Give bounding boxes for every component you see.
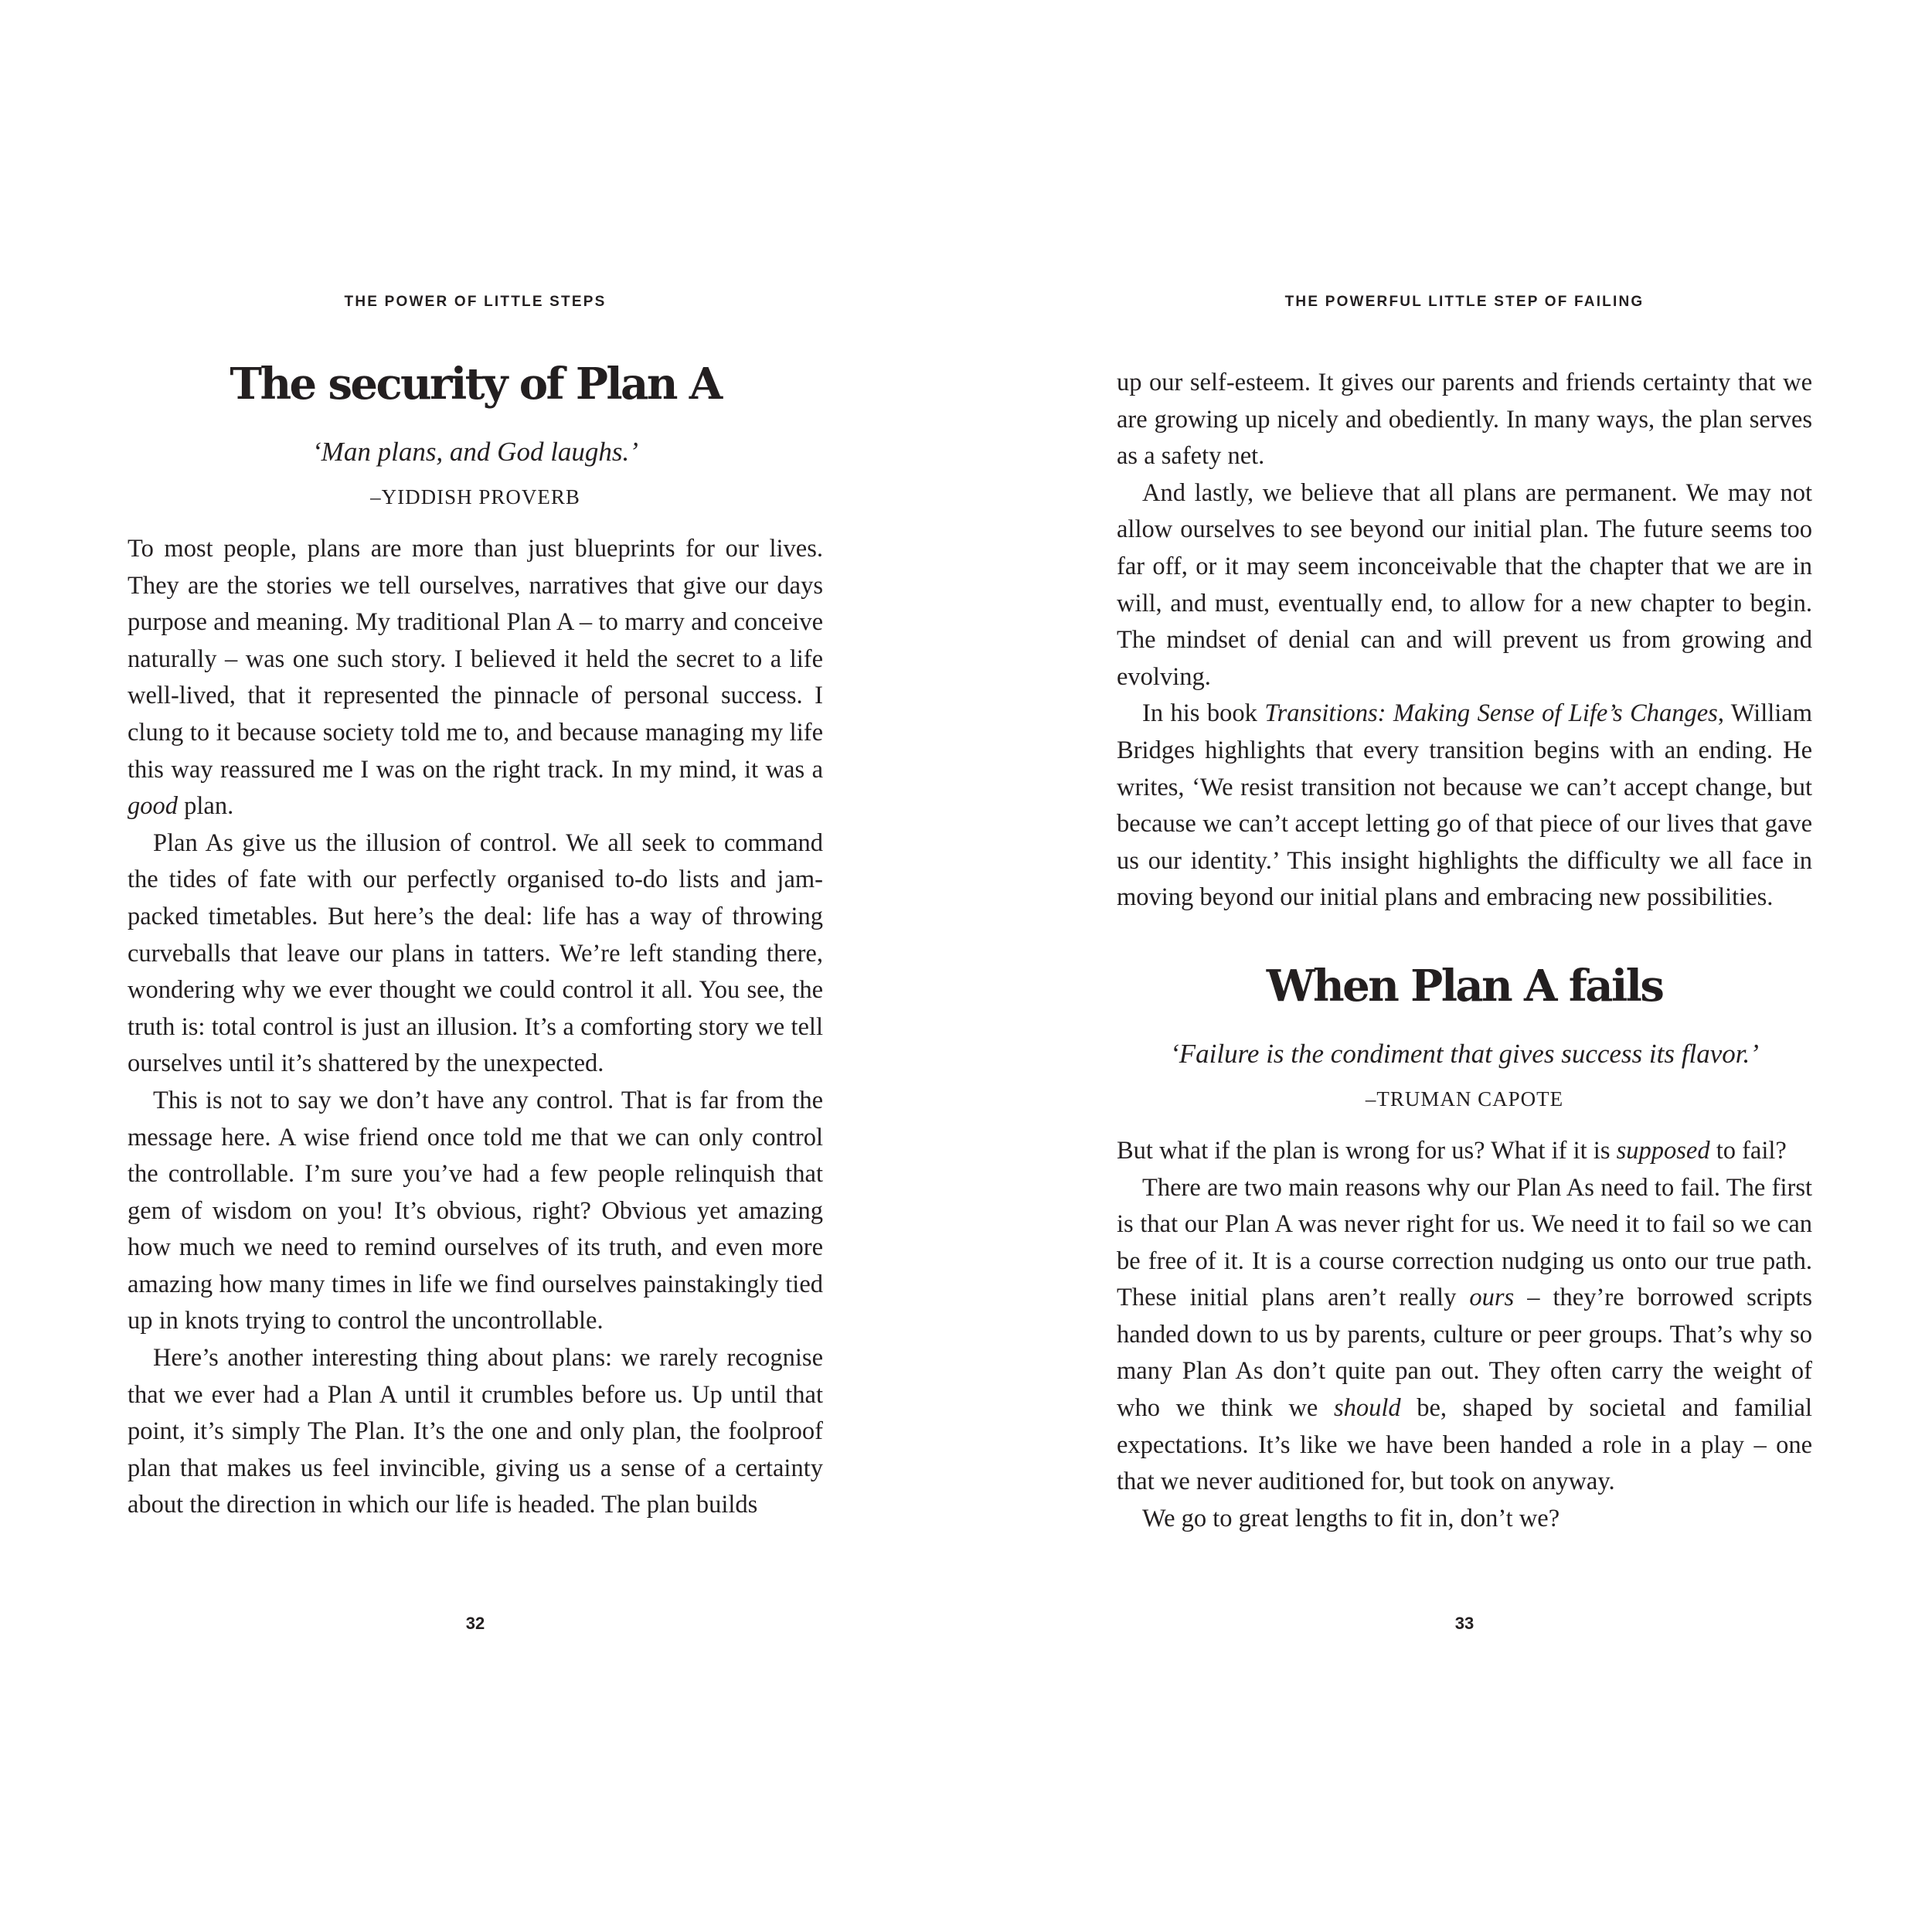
paragraph [1117, 1501, 1812, 1538]
text-run: up our self-esteem. It gives our parents and friends certainty that we are growing up nicely and obediently. In many ways, the plan serves as a safety net. [1117, 369, 1812, 471]
paragraph [128, 1340, 823, 1524]
paragraph [128, 531, 823, 825]
epigraph-quote: ‘Failure is the condiment that gives success its flavor.’ [1170, 1038, 1759, 1069]
text-run: Here’s another interesting thing about plans: we rarely recognise that we ever had a Plan A until it crumbles before us. Up until that point, it’s simply The Plan. It’s the one and only plan, the foolproof plan that makes us feel invincible, giving us a sense of a certainty about the direction in which our life is headed. The plan builds [128, 1344, 823, 1519]
running-head: THE POWERFUL LITTLE STEP OF FAILING [1284, 294, 1645, 310]
paragraph [1117, 696, 1812, 917]
epigraph-attribution: –TRUMAN CAPOTE [1365, 1087, 1564, 1111]
paragraph [1117, 365, 1812, 475]
italic-text: should [1333, 1394, 1401, 1423]
epigraph-quote: ‘Man plans, and God laughs.’ [312, 437, 638, 467]
epigraph-attribution: –YIDDISH PROVERB [370, 485, 580, 509]
body-text [128, 531, 823, 1524]
text-run: Plan As give us the illusion of control. We all seek to command the tides of fate with our perfectly organised to-do lists and jam-packed timetables. But here’s the deal: life has a way of throwing curveballs that leave our plans in tatters. We’re left standing there, wondering why we ever thought we could control it all. You see, the truth is: total control is just an illusion. It’s a comforting story we tell ourselves until it’s shattered by the unexpected. [128, 828, 823, 1078]
paragraph [1117, 1133, 1812, 1170]
text-run: In his book [1142, 699, 1265, 728]
right-page [1117, 0, 1812, 1932]
page-number: 32 [465, 1614, 485, 1633]
text-run: But what if the plan is wrong for us? What if it is [1117, 1136, 1617, 1165]
page-number: 33 [1454, 1614, 1475, 1633]
section-spacer [1117, 917, 1812, 954]
running-head: THE POWER OF LITTLE STEPS [344, 294, 607, 310]
text-run: plan. [178, 792, 234, 821]
italic-text: ours [1469, 1284, 1515, 1312]
page-content [1117, 365, 1812, 1537]
text-run: We go to great lengths to fit in, don’t we? [1142, 1504, 1560, 1532]
text-run: to fail? [1709, 1136, 1787, 1165]
italic-text: Transitions: Making Sense of Life’s Changes [1264, 699, 1718, 728]
section-title: When Plan A fails [1266, 960, 1663, 1012]
body-text [1117, 365, 1812, 917]
paragraph [128, 825, 823, 1083]
paragraph [1117, 1170, 1812, 1501]
body-text [1117, 1133, 1812, 1538]
paragraph [128, 1083, 823, 1340]
paragraph [1117, 475, 1812, 696]
text-run: And lastly, we believe that all plans are permanent. We may not allow ourselves to see beyond our initial plan. The future seems too far off, or it may seem inconceivable that the chapter that we are in will, and must, eventually end, to allow for a new chapter to begin. The mindset of denial can and will prevent us from growing and evolving. [1117, 478, 1812, 691]
text-run: be, shaped by societal and familial expectations. It’s like we have been handed a role in a play – one that we never auditioned for, but took on anyway. [1117, 1394, 1812, 1496]
left-page [128, 0, 823, 1932]
text-run: To most people, plans are more than just blueprints for our lives. They are the stories we tell ourselves, narratives that give our days purpose and meaning. My traditional Plan A – to marry and conceive naturally – was one such story. I believed it held the secret to a life well-lived, that it represented the pinnacle of personal success. I clung to it because society told me to, and because managing my life this way reassured me I was on the right track. In my mind, it was a [128, 535, 823, 784]
text-run: There are two main reasons why our Plan As need to fail. The first is that our Plan A was never right for us. We need it to fail so we can be free of it. It is a course correction nudging us onto our true path. These initial plans aren’t really [1117, 1173, 1812, 1312]
text-run: – they’re borrowed scripts handed down to us by parents, culture or peer groups. That’s why so many Plan As don’t quite pan out. They often carry the weight of who we think we [1117, 1284, 1813, 1423]
italic-text: good [128, 792, 178, 821]
section-title: The security of Plan A [230, 359, 721, 410]
page-content [128, 352, 823, 1524]
text-run: This is not to say we don’t have any control. That is far from the message here. A wise friend once told me that we can only control the controllable. I’m sure you’ve had a few people relinquish that gem of wisdom on you! It’s obvious, right? Obvious yet amazing how much we need to remind ourselves of its truth, and even more amazing how many times in life we find ourselves painstakingly tied up in knots trying to control the uncontrollable. [128, 1086, 823, 1335]
text-run: , William Bridges highlights that every transition begins with an ending. He writes, ‘We resist transition not because we can’t accept change, but because we can’t accept letting go of that piece of our lives that gave us our identity.’ This insight highlights the difficulty we all face in moving beyond our initial plans and embracing new possibilities. [1117, 699, 1813, 912]
italic-text: supposed [1616, 1136, 1710, 1165]
